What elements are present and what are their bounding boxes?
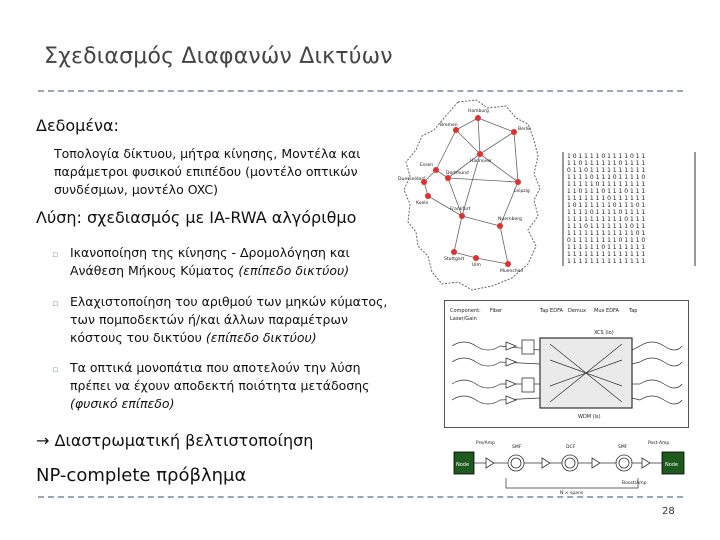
city-label: Hamburg (468, 109, 489, 114)
matrix-row: 1 1 1 1 1 1 1 1 1 1 1 1 1 1 (567, 251, 646, 258)
bullet-text: Ικανοποίηση της κίνησης - Δρομολόγηση και Ανάθεση Μήκους Κύματος (επίπεδο δικτύου) (70, 245, 350, 278)
matrix-row: 1 1 1 0 1 1 1 1 1 1 1 0 1 1 (567, 223, 646, 230)
optical-link-diagram (452, 434, 692, 498)
oxc-label: WDM (ls) (578, 414, 601, 420)
matrix-row: 0 1 1 1 1 1 1 1 1 0 1 1 1 0 (567, 237, 646, 244)
page-number: 28 (662, 506, 675, 517)
given-label: Δεδομένα: (36, 116, 119, 135)
solution-label: Λύση: σχεδιασμός με IA-RWA αλγόριθμο (36, 208, 357, 227)
given-text: Τοπολογία δίκτυου, μήτρα κίνησης, Μοντέλα και παράμετροι φυσικού επιπέδου (μοντέλο οπτικών συνδέσμων, μοντέλο OXC) (54, 146, 361, 197)
link-label: SMF (512, 445, 522, 450)
city-label: Bremen (440, 123, 458, 128)
matrix-row: 1 1 1 1 1 0 1 1 1 1 1 1 1 1 (567, 181, 646, 188)
oxc-label: Component: (450, 308, 481, 314)
oxc-label: XCS (lo) (594, 330, 614, 336)
city-label: Essen (420, 163, 434, 168)
link-label: Pre/Amp (476, 441, 495, 446)
oxc-architecture-diagram (444, 300, 689, 428)
matrix-row: 1 1 1 1 1 1 1 1 1 1 0 1 1 1 (567, 216, 646, 223)
city-label: Leipzig (514, 189, 530, 194)
matrix-row: 1 1 1 1 0 1 1 1 1 0 1 1 1 1 (567, 209, 646, 216)
city-label: Koeln (416, 201, 429, 206)
matrix-row: 1 1 1 1 1 1 0 1 1 1 1 1 1 1 (567, 244, 646, 251)
slide-title: Σχεδιασμός Διαφανών Δικτύων (44, 44, 393, 69)
city-label: Dortmund (446, 171, 469, 176)
left-node-label: Node (456, 462, 470, 468)
bullet-note: (επίπεδο δικτύου) (205, 330, 317, 345)
topology-links (424, 118, 518, 264)
topology-nodes (421, 115, 521, 267)
city-label: Hannover (470, 159, 492, 164)
bullet-note: (επίπεδο δικτύου) (238, 263, 350, 278)
matrix-row: 1 1 0 1 1 1 1 1 1 0 1 1 1 1 (567, 160, 646, 167)
matrix-row: 1 0 1 1 1 1 0 1 1 1 1 0 1 1 (567, 153, 646, 160)
oxc-label: Tap EDFA (540, 308, 563, 314)
city-label: Muenchen (500, 269, 524, 274)
traffic-matrix (560, 150, 698, 268)
matrix-row: 1 0 1 1 1 1 1 1 0 1 1 1 0 1 (567, 202, 646, 209)
city-label: Stuttgart (444, 257, 465, 262)
matrix-row: 0 1 1 0 1 1 1 1 1 1 1 1 1 1 (567, 167, 646, 174)
matrix-row: 1 1 0 1 1 1 0 1 1 1 0 1 1 1 (567, 188, 646, 195)
city-label: Berlin (518, 127, 532, 132)
matrix-row: 1 1 1 1 1 1 1 1 1 1 1 1 0 1 (567, 230, 646, 237)
oxc-label: Mux EDFA (594, 308, 619, 314)
link-label: N × spans (560, 491, 584, 496)
matrix-rows (567, 153, 645, 265)
city-label: Frankfurt (450, 207, 471, 212)
square-bullet-icon: ▫ (52, 365, 59, 375)
conclusion-line (36, 431, 313, 450)
oxc-label: Fiber (490, 308, 503, 314)
oxc-label: Laser/Gain (450, 316, 477, 322)
network-topology-map (388, 96, 558, 296)
np-complete-line: NP-complete πρόβλημα (36, 465, 247, 486)
matrix-row: 1 1 1 1 1 1 1 1 1 1 1 1 1 1 (567, 258, 646, 265)
title-divider (38, 90, 683, 92)
right-node-label: Node (665, 462, 679, 468)
matrix-row: 1 1 1 1 1 1 1 0 1 1 1 1 1 1 (567, 195, 646, 202)
bullet-text: Τα οπτικά μονοπάτια που αποτελούν την λύση πρέπει να έχουν αποδεκτή ποιότητα μετάδοσης (φυσικό επίπεδο) (70, 360, 370, 411)
bullet-item (52, 293, 398, 347)
square-bullet-icon: ▫ (52, 250, 59, 260)
conclusion-text: Διαστρωματική βελτιστοποίηση (54, 431, 314, 450)
matrix-row: 1 1 1 1 0 1 1 1 0 1 1 1 1 0 (567, 174, 646, 181)
bullet-text: Ελαχιστοποίηση του αριθμού των μηκών κύματος, των πομποδεκτών ή/και άλλων παραμέτρων κόστους του δικτύου (επίπεδο δικτύου) (70, 294, 388, 345)
oxc-label: Tap (629, 308, 638, 314)
span-bracket (506, 478, 638, 488)
square-bullet-icon: ▫ (52, 299, 59, 309)
city-label: Nuernberg (498, 217, 522, 222)
link-label: Boost/Amp (622, 481, 647, 486)
bullet-item (52, 244, 398, 280)
link-label: DCF (566, 445, 576, 450)
right-arrow-icon: → (36, 431, 50, 450)
bullet-item (52, 359, 398, 413)
oxc-label: Demux (568, 308, 586, 314)
city-label: Duesseldorf (398, 177, 425, 182)
city-label: Ulm (472, 263, 481, 268)
link-label: Post-Amp (648, 441, 670, 446)
bullet-note: (φυσικό επίπεδο) (70, 396, 175, 411)
link-label: SMF (618, 445, 628, 450)
